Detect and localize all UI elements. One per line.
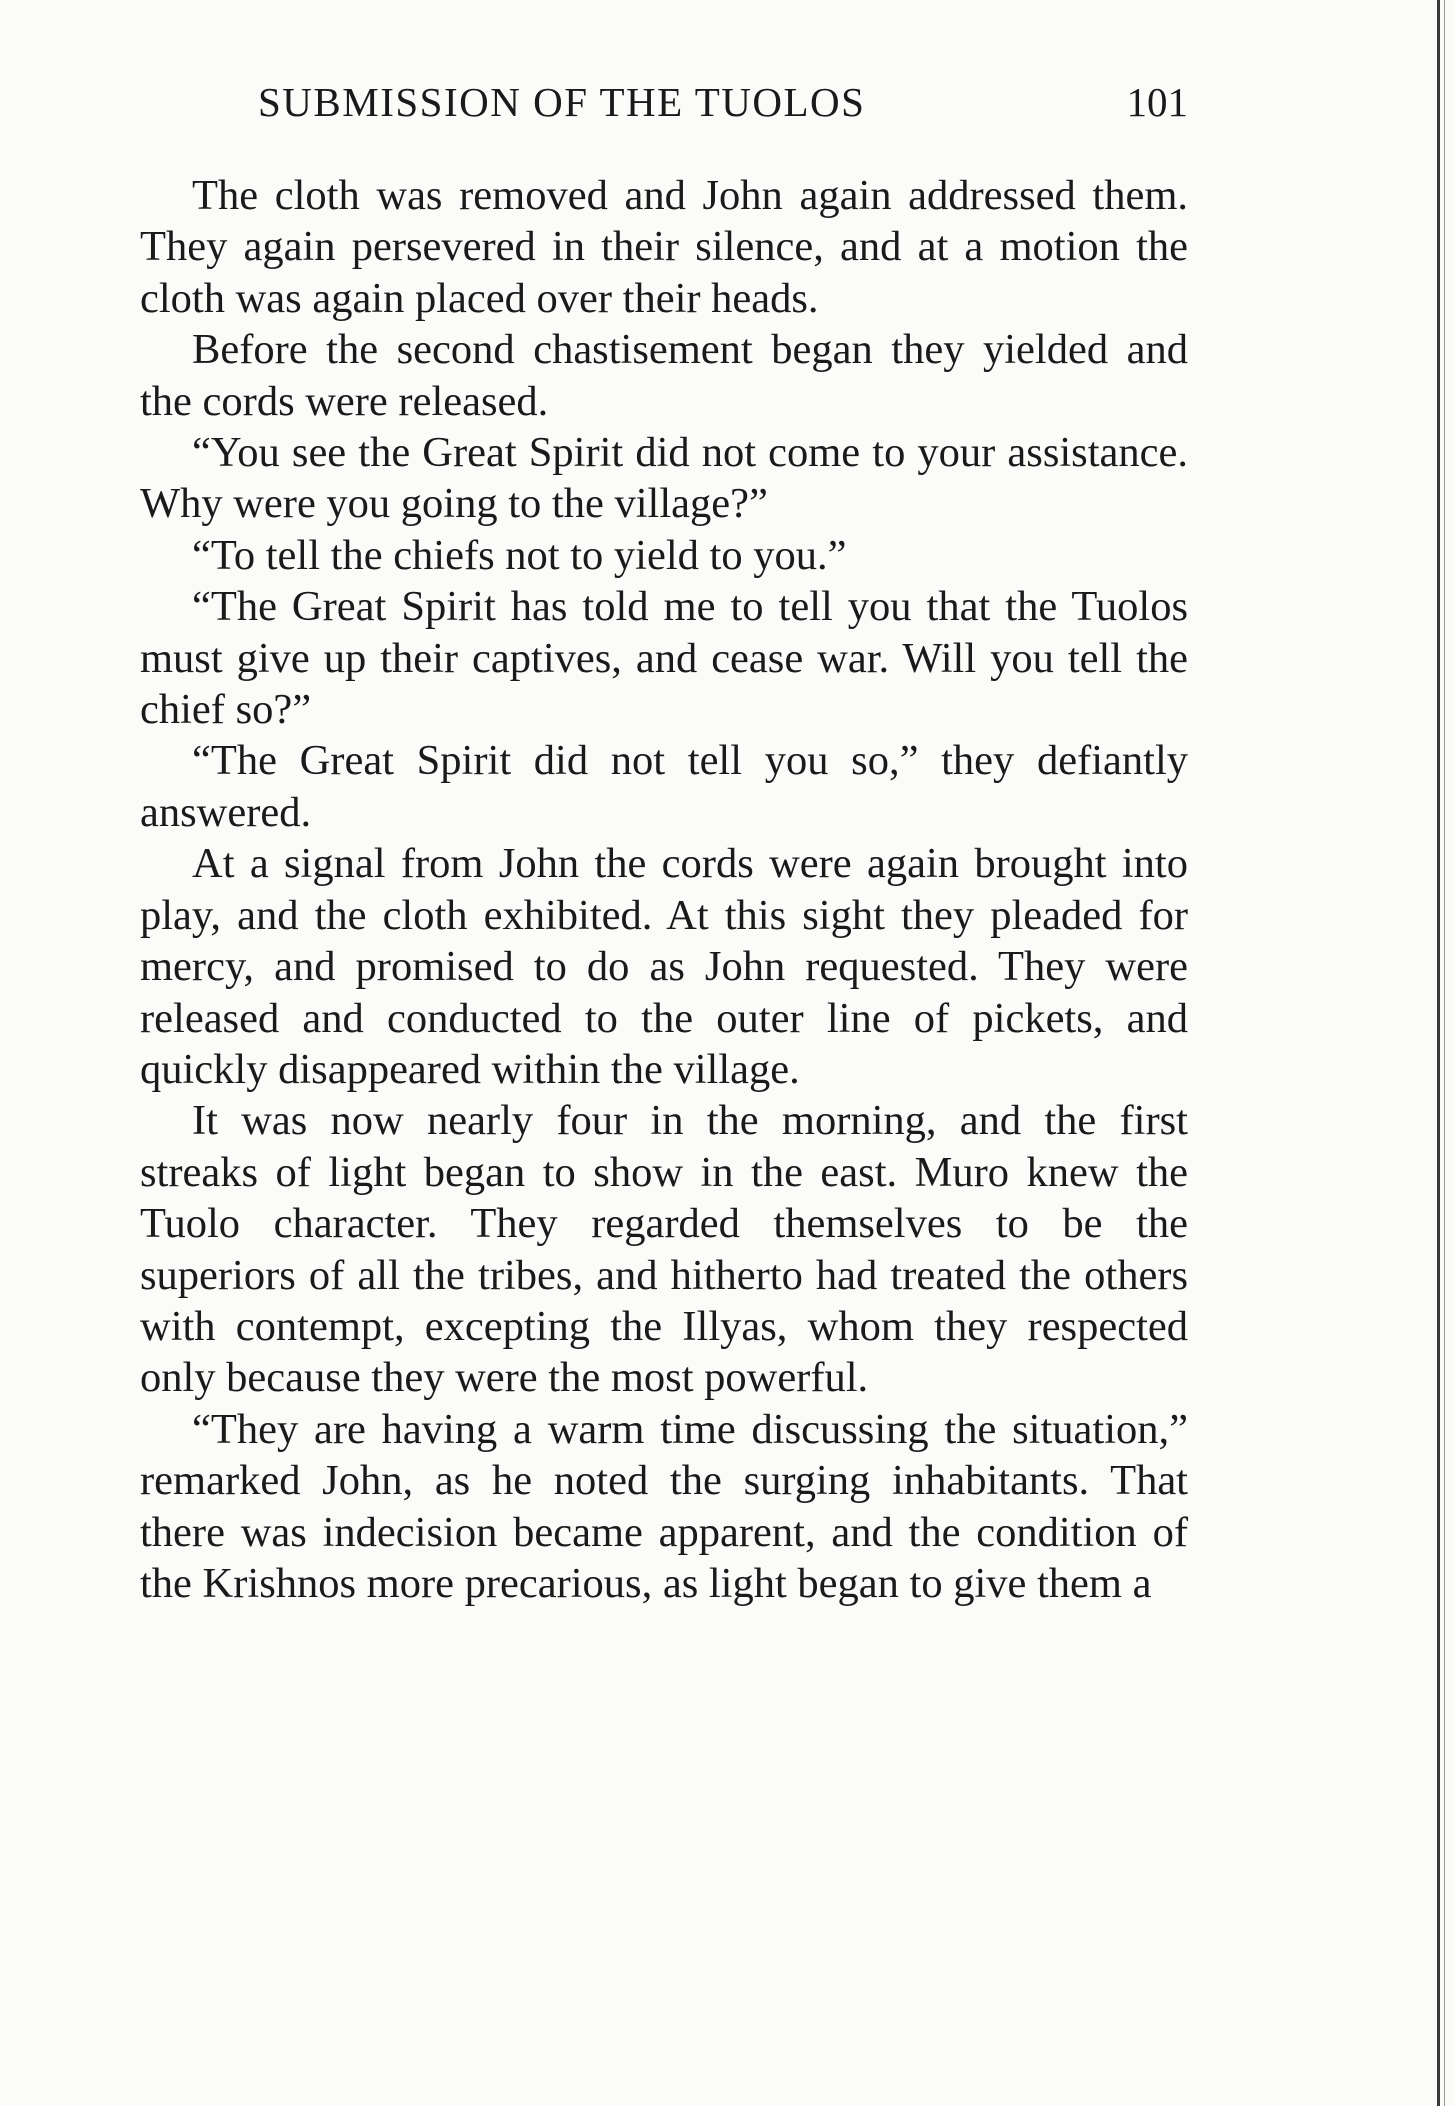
page-edge-line-secondary	[1444, 0, 1445, 2106]
paragraph: At a signal from John the cords were again brought into play, and the cloth exhibited. At this sight they pleaded for mercy, and promised to do as John requested. They were released and conducted to the outer line of pickets, and quickly disappeared within the village.	[140, 840, 1188, 1093]
running-head	[140, 78, 1188, 138]
paragraph: “You see the Great Spirit did not come to your assistance. Why were you going to the village?”	[140, 429, 1188, 528]
paragraph: “The Great Spirit did not tell you so,” they defiantly answered.	[140, 737, 1188, 836]
body-text	[140, 170, 1188, 1609]
paragraph: Before the second chastisement began they yielded and the cords were released.	[140, 326, 1188, 425]
paragraph: “The Great Spirit has told me to tell you that the Tuolos must give up their captives, and cease war. Will you tell the chief so?”	[140, 583, 1188, 734]
page-number: 101	[1126, 79, 1188, 125]
paragraph: It was now nearly four in the morning, and the first streaks of light began to show in the east. Muro knew the Tuolo character. They regarded themselves to be the superiors of all the tribes, and hitherto had treated the others with contempt, excepting the Illyas, whom they respected only because they were the most powerful.	[140, 1097, 1188, 1402]
paragraph: The cloth was removed and John again addressed them. They again persevered in their silence, and at a motion the cloth was again placed over their heads.	[140, 172, 1188, 322]
page-edge-line	[1437, 0, 1440, 2106]
chapter-title: SUBMISSION OF THE TUOLOS	[258, 79, 866, 125]
paragraph: “To tell the chiefs not to yield to you.”	[192, 531, 847, 579]
paragraph: “They are having a warm time discussing the situation,” remarked John, as he noted the surging inhabitants. That there was indecision became apparent, and the condition of the Krishnos more precarious, as light began to give them a	[140, 1405, 1188, 1607]
